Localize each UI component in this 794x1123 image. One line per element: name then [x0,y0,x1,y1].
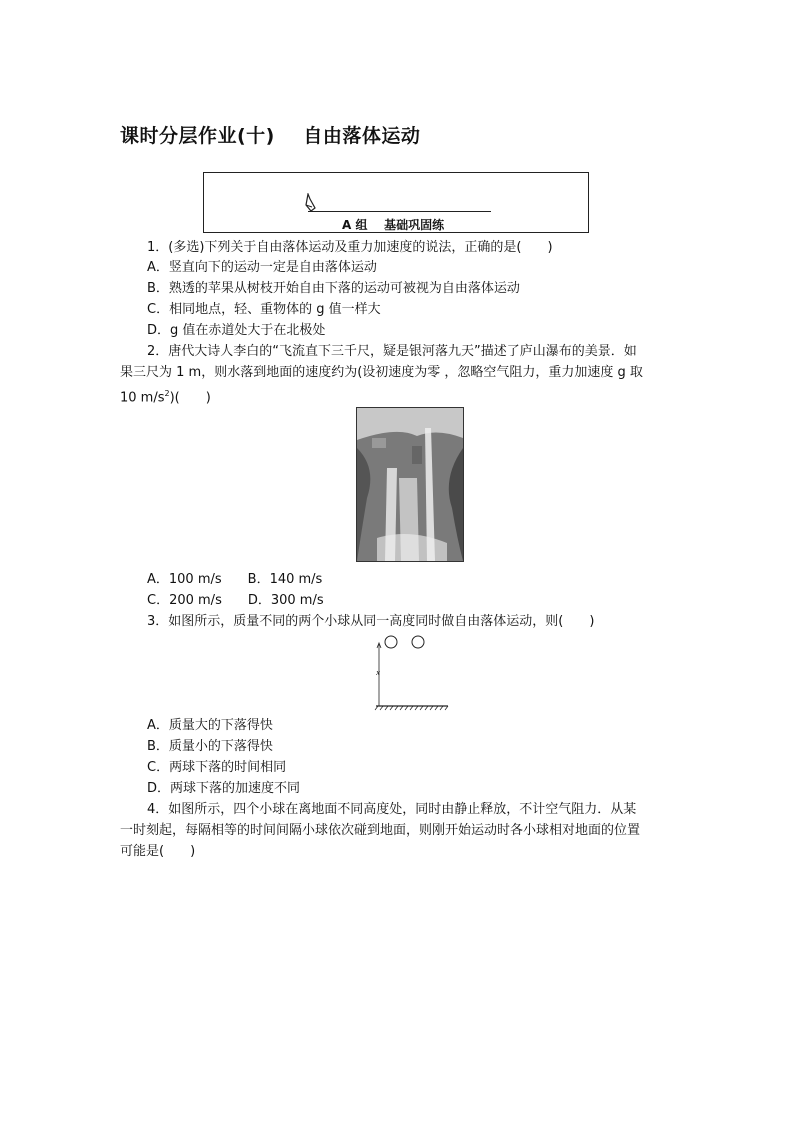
waterfall-image [357,408,463,561]
q1-option-d: D．g 值在赤道处大于在北极处 [147,323,326,338]
q4-stem-line3: 可能是( ) [120,844,196,859]
q1-option-c: C．相同地点，轻、重物体的 g 值一样大 [147,302,381,317]
q2-stem-line1: 2．唐代大诗人李白的“飞流直下三千尺，疑是银河落九天”描述了庐山瀑布的美景．如 [147,344,637,359]
q3-option-b: B．质量小的下落得快 [147,739,273,754]
banner-rule [308,211,491,212]
q2-options-row1: A．100 m/s B．140 m/s [147,572,323,587]
q3-option-a: A．质量大的下落得快 [147,718,273,733]
q1-option-a: A．竖直向下的运动一定是自由落体运动 [147,260,377,275]
q2-unit-exponent: 2 [164,389,170,398]
q2-options-row2: C．200 m/s D．300 m/s [147,593,324,608]
height-label: x [376,668,380,677]
q4-stem-line1: 4．如图所示，四个小球在离地面不同高度处，同时由静止释放，不计空气阻力．从某 [147,802,637,817]
q2-stem-line3 [120,386,211,406]
ball-left [385,636,397,648]
q2-stem-line2: 果三尺为 1 m，则水落到地面的速度约为(设初速度为零 ，忽略空气阻力，重力加速度 g 取 [120,365,643,380]
waterfall-photo [356,407,464,562]
page-title: 课时分层作业(十) 自由落体运动 [120,125,421,147]
q3-stem: 3．如图所示，质量不同的两个小球从同一高度同时做自由落体运动，则( ) [147,614,595,629]
section-label: A 组 基础巩固练 [342,218,445,232]
pen-icon [304,193,318,213]
two-balls-figure [370,632,450,714]
section-banner [203,172,589,233]
q2-unit: 10 m/s [120,390,165,406]
q1-stem: 1．(多选)下列关于自由落体运动及重力加速度的说法，正确的是( ) [147,240,553,255]
q1-option-b: B．熟透的苹果从树枝开始自由下落的运动可被视为自由落体运动 [147,281,520,296]
q3-option-c: C．两球下落的时间相同 [147,760,287,775]
q3-option-d: D．两球下落的加速度不同 [147,781,301,796]
q4-stem-line2: 一时刻起，每隔相等的时间间隔小球依次碰到地面，则刚开始运动时各小球相对地面的位置 [120,823,641,838]
q2-answer-blank: )( ) [169,390,211,406]
ball-right [412,636,424,648]
